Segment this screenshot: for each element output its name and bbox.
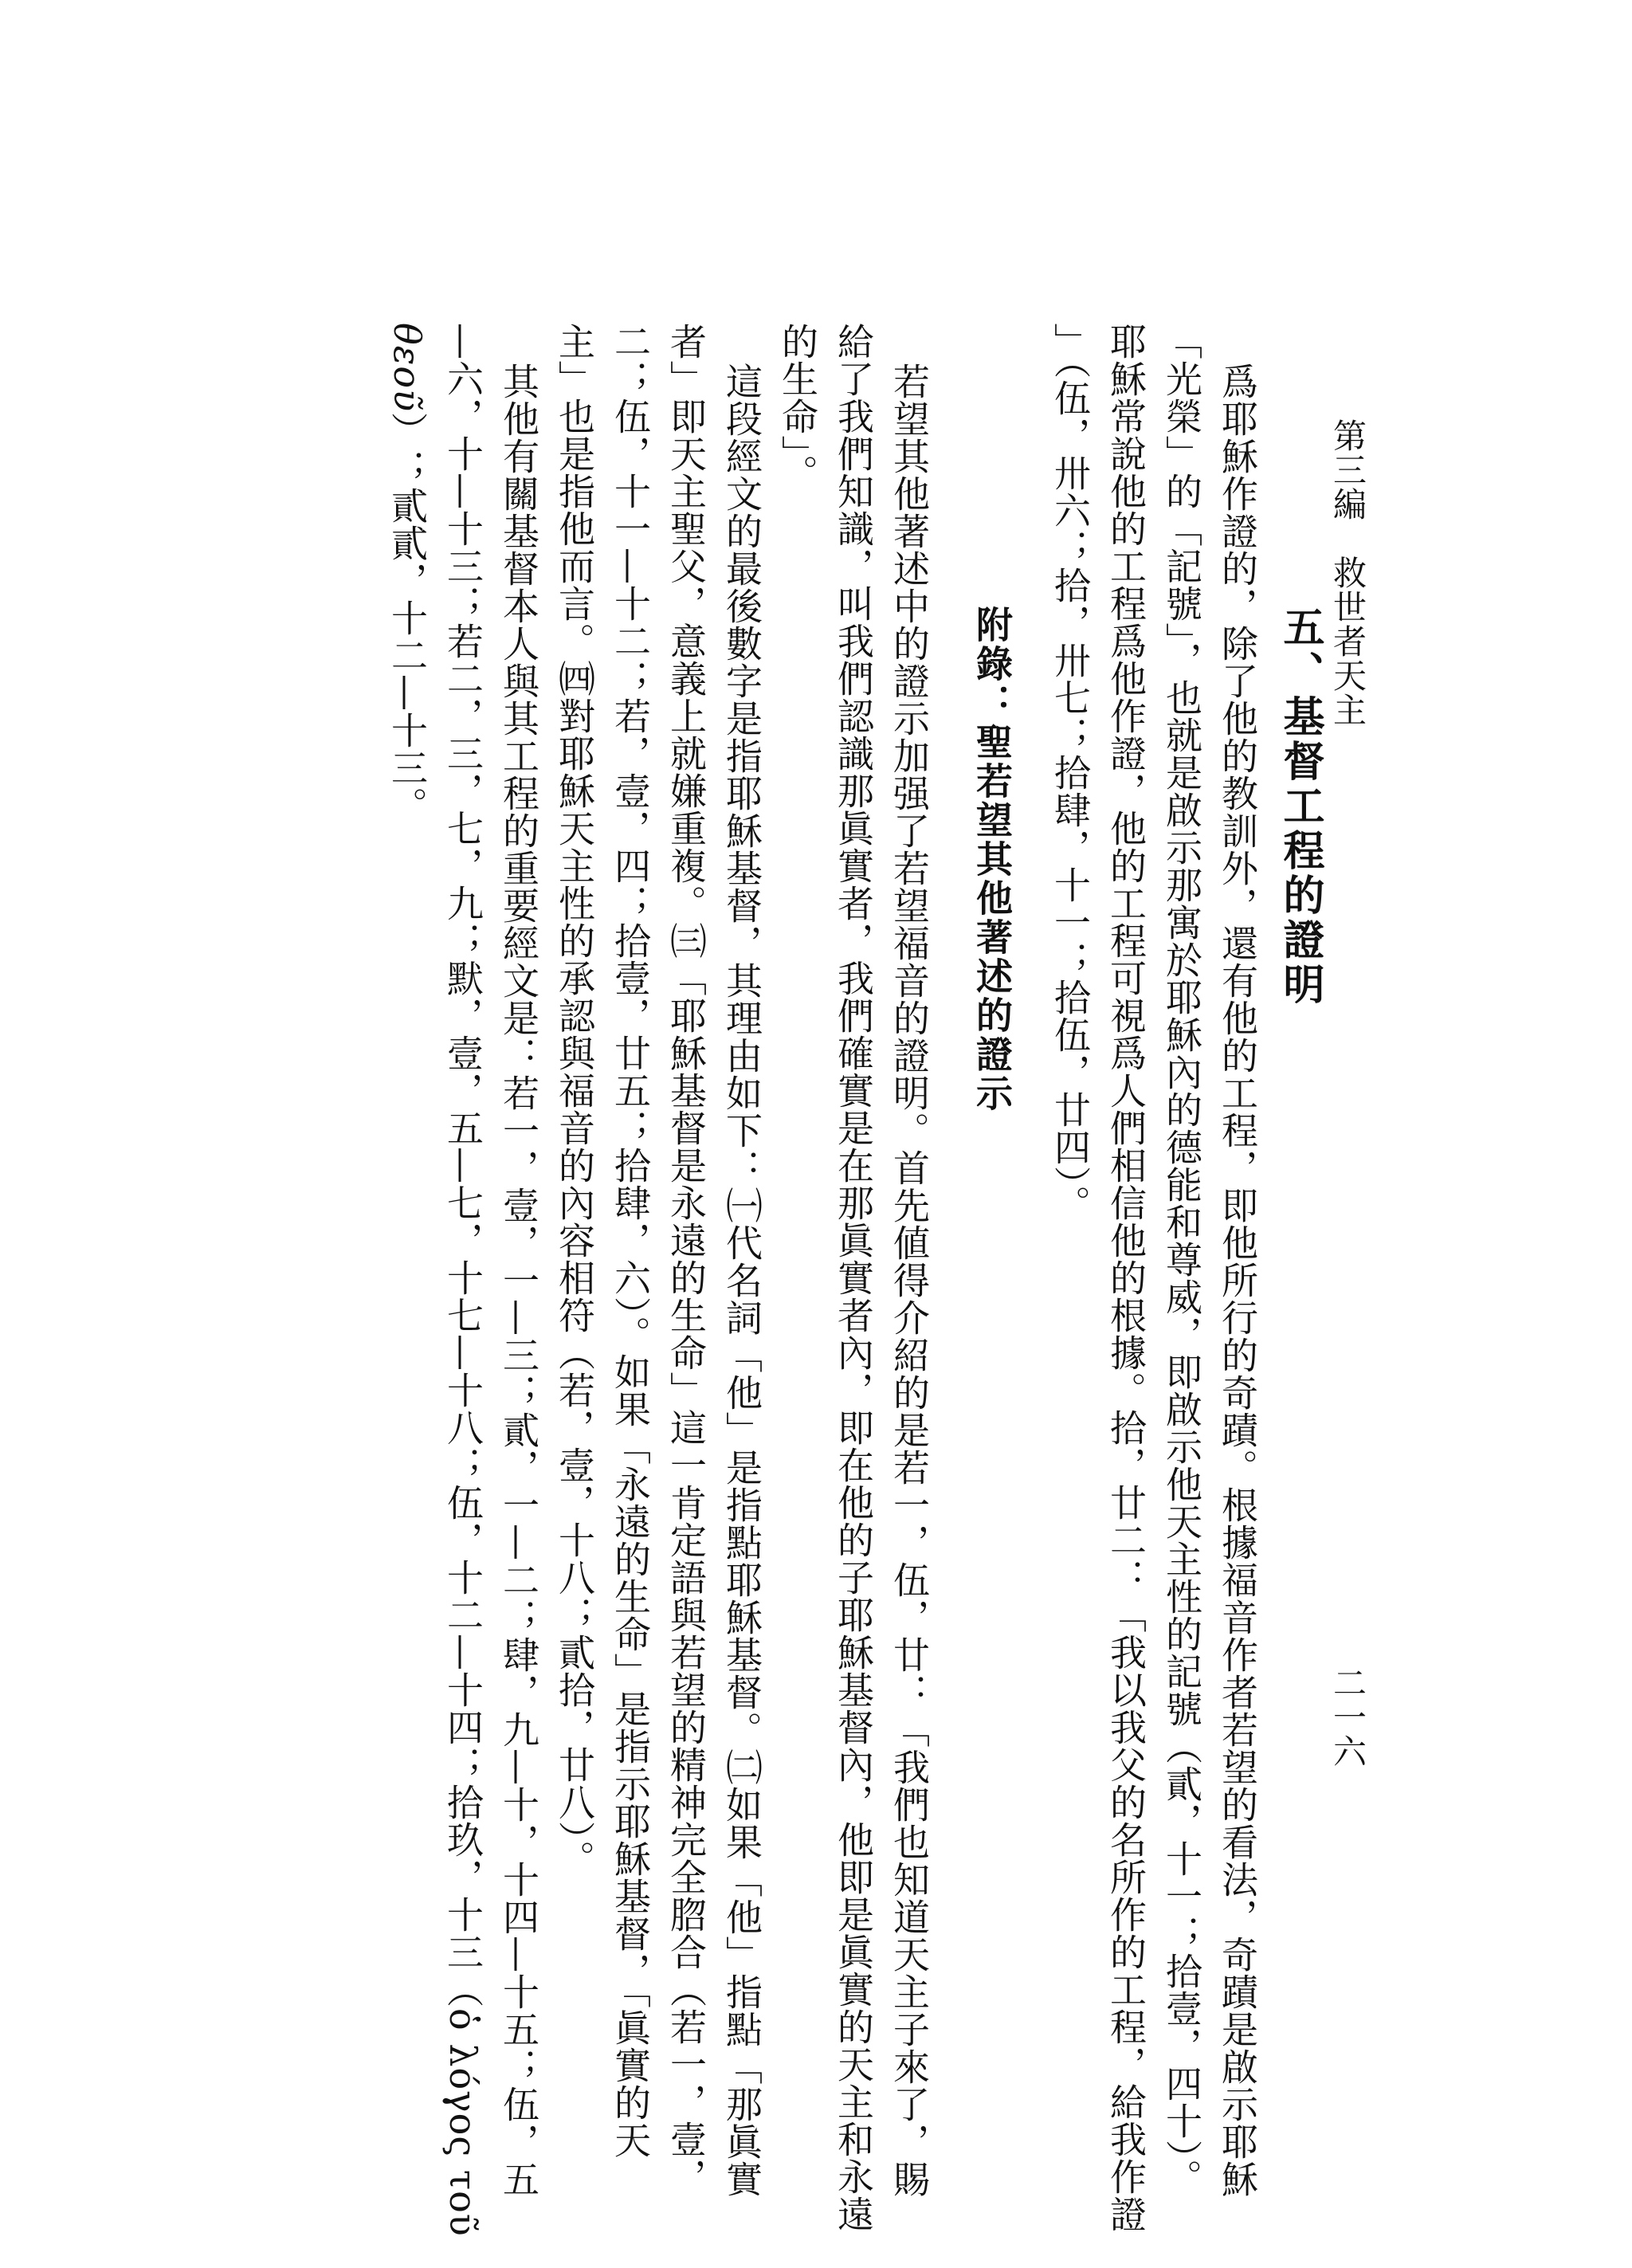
appendix-p1-line-3: 的生命」。: [776, 323, 819, 492]
appendix-p1-line-1: 若望其他著述中的證示加强了若望福音的證明。首先値得介紹的是若一，伍，廿：「我們也知道天主子來了，賜: [888, 363, 931, 2198]
appendix-p2-line-4: 主」也是指他而言。㈣對耶穌天主性的承認與福音的內容相符（若，壹，十八；貳拾，廿八）。: [553, 323, 596, 1878]
section-heading: 五、基督工程的證明: [1276, 606, 1324, 1007]
appendix-p3-line-2: —六，十—十三；若二，三，七，九；默，壹，五—七，十七—十八；伍，十二—十四；拾玖，十三（ὁ λόγος τοῦ: [441, 323, 484, 2237]
appendix-p2-line-3: 二；伍，十一—十二；若，壹，四；拾壹，廿五；拾肆，六）。如果「永遠的生命」是指示耶穌基督，「眞實的天: [609, 323, 652, 2159]
section-p1-line-2: 「光榮」的「記號」，也就是啟示那寓於耶穌內的德能和尊威，即啟示他天主性的記號（貳，十一；拾壹，四十）。: [1160, 323, 1203, 2196]
appendix-p3-line-1: 其他有關基督本人與其工程的重要經文是：若一，壹，一—三；貳，一—二；肆，九—十，十四—十五；伍，五: [497, 363, 540, 2198]
appendix-p3-line-3: [386, 323, 429, 825]
appendix-p1-line-2: 給了我們知識，叫我們認識那眞實者，我們確實是在那眞實者內，即在他的子耶穌基督內，他即是眞實的天主和永遠: [832, 323, 875, 2233]
page-number: 二一六: [1328, 1666, 1367, 1768]
greek-word: θεοῦ: [386, 323, 429, 413]
appendix-p2-line-2: 者」即天主聖父，意義上就嫌重複。㈢「耶穌基督是永遠的生命」這一肯定語與若望的精神完全脗合（若一，壹，: [665, 323, 708, 2195]
appendix-heading: 附錄：聖若望其他著述的證示: [971, 606, 1014, 1113]
appendix-p3-line-3-rest: ）；貳貳，十二—十三。: [386, 412, 429, 825]
section-p1-line-1: 爲耶穌作證的，除了他的教訓外，還有他的工程，即他所行的奇蹟。根據福音作者若望的看法，奇蹟是啟示耶穌: [1216, 363, 1259, 2198]
section-p1-line-3: 耶穌常說他的工程爲他作證，他的工程可視爲人們相信他的根據。拾，廿二：「我以我父的名所作的工程，給我作證: [1104, 323, 1148, 2233]
running-head: 第三編 救世者天主: [1328, 418, 1367, 727]
appendix-p2-line-1: 這段經文的最後數字是指耶穌基督，其理由如下：㈠代名詞「他」是指點耶穌基督。㈡如果「他」指點「那眞實: [720, 363, 763, 2198]
section-p1-line-4: 」（伍，卅六；拾，卅七；拾肆，十一；拾伍，廿四）。: [1049, 323, 1092, 1222]
